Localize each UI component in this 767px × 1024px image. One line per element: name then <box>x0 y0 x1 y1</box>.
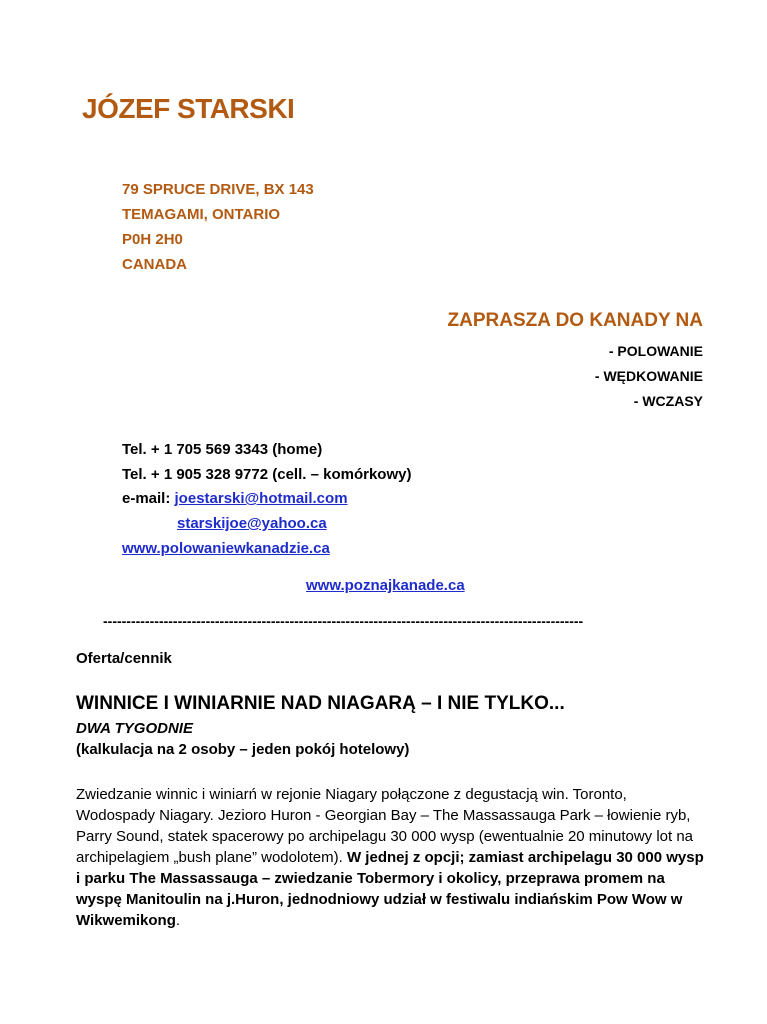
divider-line: ------------------------------------------------------------------------------------------------------- <box>103 613 584 629</box>
email-row <box>122 490 348 507</box>
email-row-2 <box>177 515 327 532</box>
offer-heading: WINNICE I WINIARNIE NAD NIAGARĄ – I NIE TYLKO... <box>76 693 565 714</box>
offer-description <box>76 784 706 931</box>
address-line-street: 79 SPRUCE DRIVE, BX 143 <box>122 181 314 198</box>
website-row-1 <box>122 540 330 557</box>
description-plain: Zwiedzanie winnic i winiarń w rejonie Niagary połączone z degustacją win. Toronto, Wodospady Niagary. Jezioro Huron - Georgian Bay – The Massassauga Park – łowienie ryb, Parry Sound, statek spacerowy po archipelagu 30 000 wysp (ewentualnie 20 minutowy lot na archipelagiem „bush plane” wodolotem). <box>76 786 694 866</box>
description-end: . <box>175 912 181 929</box>
website-row-2 <box>306 577 465 594</box>
activity-holidays: - WCZASY <box>633 393 703 409</box>
invite-heading: ZAPRASZA DO KANADY NA <box>447 310 703 331</box>
address-line-postal: P0H 2H0 <box>122 231 183 248</box>
website-link-poznajkanade[interactable]: www.poznajkanade.ca <box>306 577 465 594</box>
offer-label: Oferta/cennik <box>76 650 172 667</box>
website-link-polowanie[interactable]: www.polowaniewkanadzie.ca <box>122 540 330 557</box>
phone-home: Tel. + 1 705 569 3343 (home) <box>122 441 323 458</box>
activity-fishing: - WĘDKOWANIE <box>594 368 703 384</box>
offer-calculation: (kalkulacja na 2 osoby – jeden pokój hotelowy) <box>76 741 410 758</box>
email-label: e-mail: <box>122 490 175 507</box>
phone-cell: Tel. + 1 905 328 9772 (cell. – komórkowy) <box>122 466 412 483</box>
page-title: JÓZEF STARSKI <box>82 93 295 124</box>
address-line-country: CANADA <box>122 256 187 273</box>
email-link-hotmail[interactable]: joestarski@hotmail.com <box>174 490 348 507</box>
offer-duration: DWA TYGODNIE <box>76 720 193 737</box>
activity-hunting: - POLOWANIE <box>608 343 703 359</box>
email-link-yahoo[interactable]: starskijoe@yahoo.ca <box>177 515 327 532</box>
address-line-city: TEMAGAMI, ONTARIO <box>122 206 281 223</box>
description-bold: W jednej z opcji; zamiast archipelagu 30 000 wysp i parku The Massassauga – zwiedzanie Tobermory i okolicy, przeprawa promem na wyspę Manitoulin na j.Huron, jednodniowy udział w festiwalu indiańskim Pow Wow w Wikwemikong <box>76 849 704 929</box>
